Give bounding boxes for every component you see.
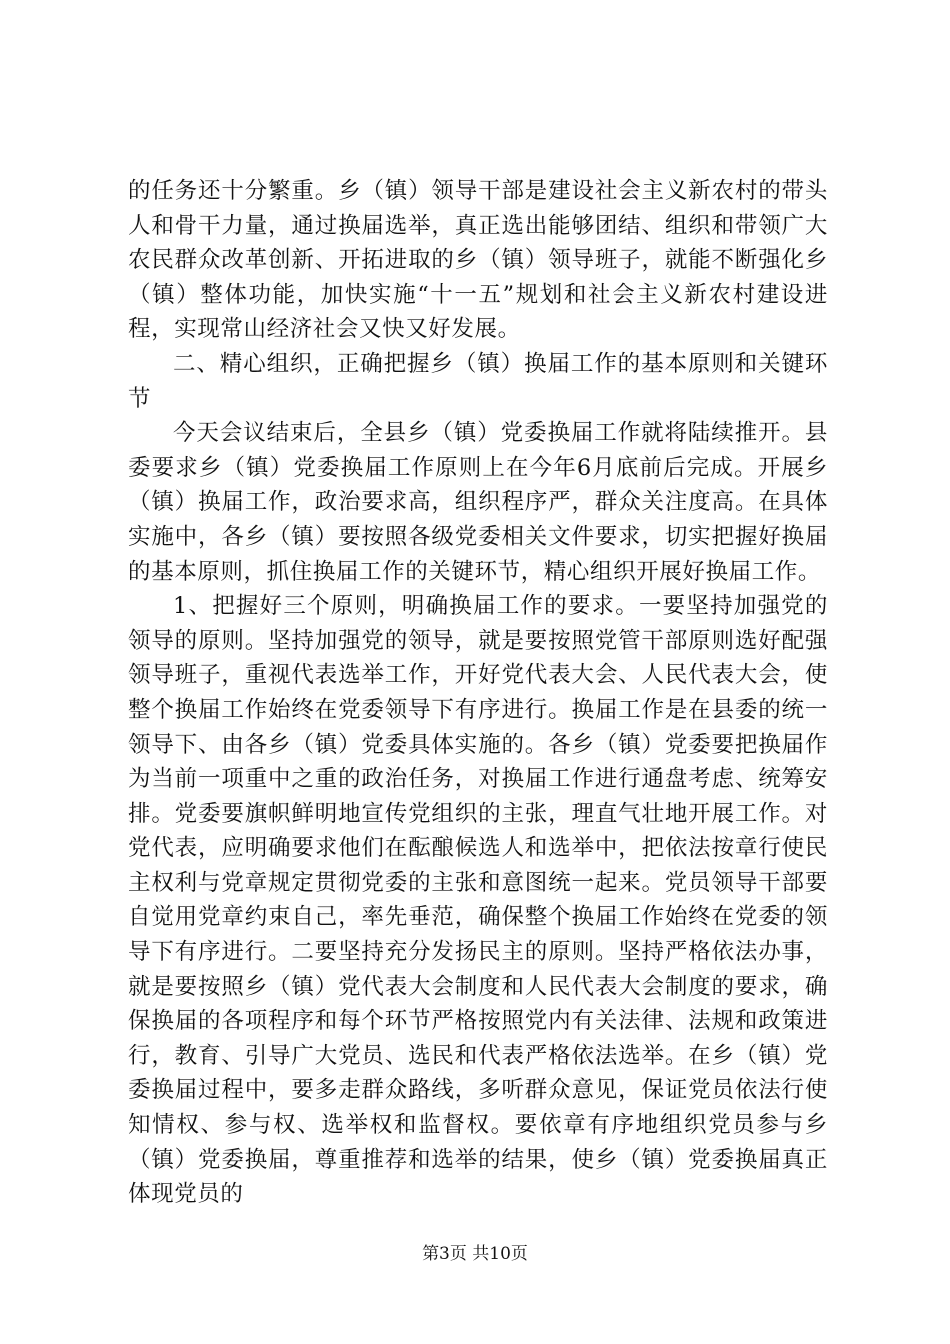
- section-heading-2: 二、精心组织，正确把握乡（镇）换届工作的基本原则和关键环节: [128, 350, 828, 412]
- document-body: [128, 174, 828, 1212]
- paragraph-3: 今天会议结束后，全县乡（镇）党委换届工作就将陆续推开。县委要求乡（镇）党委换届工作原则上在今年6月底前后完成。开展乡（镇）换届工作，政治要求高，组织程序严，群众关注度高。在具体实施中，各乡（镇）要按照各级党委相关文件要求，切实把握好换届的基本原则，抓住换届工作的关键环节，精心组织开展好换届工作。: [128, 420, 828, 585]
- paragraph-1: 的任务还十分繁重。乡（镇）领导干部是建设社会主义新农村的带头人和骨干力量，通过换届选举，真正选出能够团结、组织和带领广大农民群众改革创新、开拓进取的乡（镇）领导班子，就能不断强化乡（镇）整体功能，加快实施“十一五”规划和社会主义新农村建设进程，实现常山经济社会又快又好发展。: [128, 178, 828, 343]
- page-number-footer: 第3页 共10页: [422, 1244, 528, 1264]
- paragraph-4: 1、把握好三个原则，明确换届工作的要求。一要坚持加强党的领导的原则。坚持加强党的领导，就是要按照党管干部原则选好配强领导班子，重视代表选举工作，开好党代表大会、人民代表大会，使整个换届工作始终在党委领导下有序进行。换届工作是在县委的统一领导下、由各乡（镇）党委具体实施的。各乡（镇）党委要把换届作为当前一项重中之重的政治任务，对换届工作进行通盘考虑、统筹安排。党委要旗帜鲜明地宣传党组织的主张，理直气壮地开展工作。对党代表，应明确要求他们在酝酿候选人和选举中，把依法按章行使民主权利与党章规定贯彻党委的主张和意图统一起来。党员领导干部要自觉用党章约束自己，率先垂范，确保整个换届工作始终在党委的领导下有序进行。二要坚持充分发扬民主的原则。坚持严格依法办事，就是要按照乡（镇）党代表大会制度和人民代表大会制度的要求，确保换届的各项程序和每个环节严格按照党内有关法律、法规和政策进行，教育、引导广大党员、选民和代表严格依法选举。在乡（镇）党委换届过程中，要多走群众路线，多听群众意见，保证党员依法行使知情权、参与权、选举权和监督权。要依章有序地组织党员参与乡（镇）党委换届，尊重推荐和选举的结果，使乡（镇）党委换届真正体现党员的: [128, 593, 828, 1208]
